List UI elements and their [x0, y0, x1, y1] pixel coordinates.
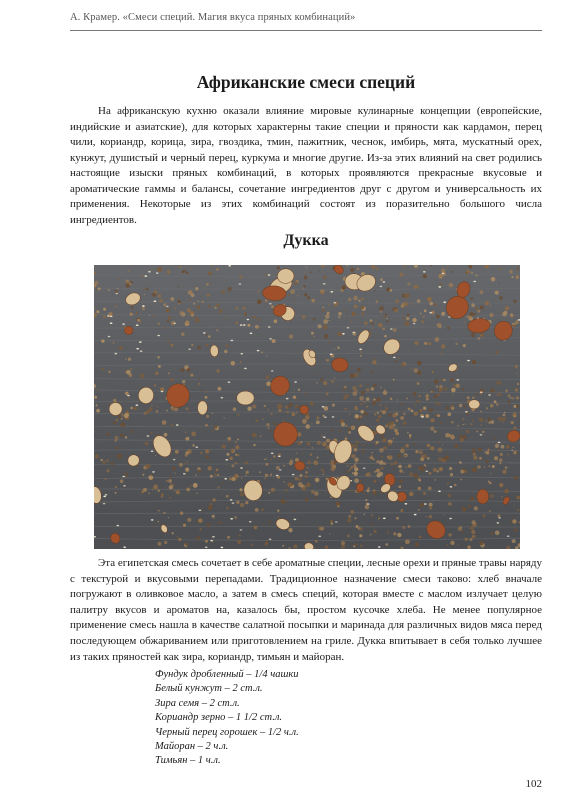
- ingredient-item: Майоран – 2 ч.л.: [155, 741, 229, 753]
- recipe-title: Дукка: [283, 232, 329, 249]
- ingredient-item: Фундук дробленный – 1/4 чашки: [155, 669, 299, 680]
- running-header: А. Крамер. «Смеси специй. Магия вкуса пряных комбинаций»: [70, 12, 356, 23]
- ingredient-item: Черный перец горошек – 1/2 ч.л.: [155, 726, 299, 738]
- ingredient-item: Кориандр зерно – 1 1/2 ст.л.: [155, 712, 283, 724]
- page-number: 102: [525, 778, 542, 790]
- ingredient-item: Белый кунжут – 2 ст.л.: [155, 683, 263, 695]
- recipe-description: Эта египетская смесь сочетает в себе ароматные специи, лесные орехи и пряные травы наряду с текстурой и вкусовыми перепадами. Традиционное назначение смеси таково: хлеб вначале погружают в оливковое масло, а затем в смесь специй, которая вместе с маслом излучает целую палитру вкусов и ароматов на, казалось бы, простом кусочке хлеба. Не менее популярное применение смесь нашла в качестве салатной посыпки и маринада для различных видов мяса перед последующем обжариванием или приготовлением на гриле. Дукка впитывает в себя только лучшее из таких пряностей как зира, кориандр, тимьян и майоран.: [70, 557, 543, 663]
- section-title: Африканские смеси специй: [196, 72, 416, 92]
- intro-paragraph: На африканскую кухню оказали влияние мировые кулинарные концепции (европейские, индийские и азиатские), для которых характерны такие специи и пряности как кардамон, перец чили, кориандр, корица, зира, гвоздика, тмин, пажитник, чеснок, имбирь, мята, мускатный орех, кунжут, душистый и черный перец, куркума и многие другие. Из-за этих влияний на свет родились настоящие изыски пряных комбинаций, в которых проявляются прекрасные вкусовые и ароматические гаммы и балансы, сочетание ингредиентов друг с другом и универсальность их применения. Некоторые из этих комбинаций состоят из поразительно большого числа ингредиентов.: [70, 105, 542, 226]
- ingredient-item: Зира семя – 2 ст.л.: [155, 697, 240, 709]
- dukkah-photo: [94, 265, 520, 549]
- ingredient-item: Тимьян – 1 ч.л.: [155, 755, 221, 767]
- header-divider: [70, 30, 542, 31]
- ingredient-list: [155, 668, 299, 769]
